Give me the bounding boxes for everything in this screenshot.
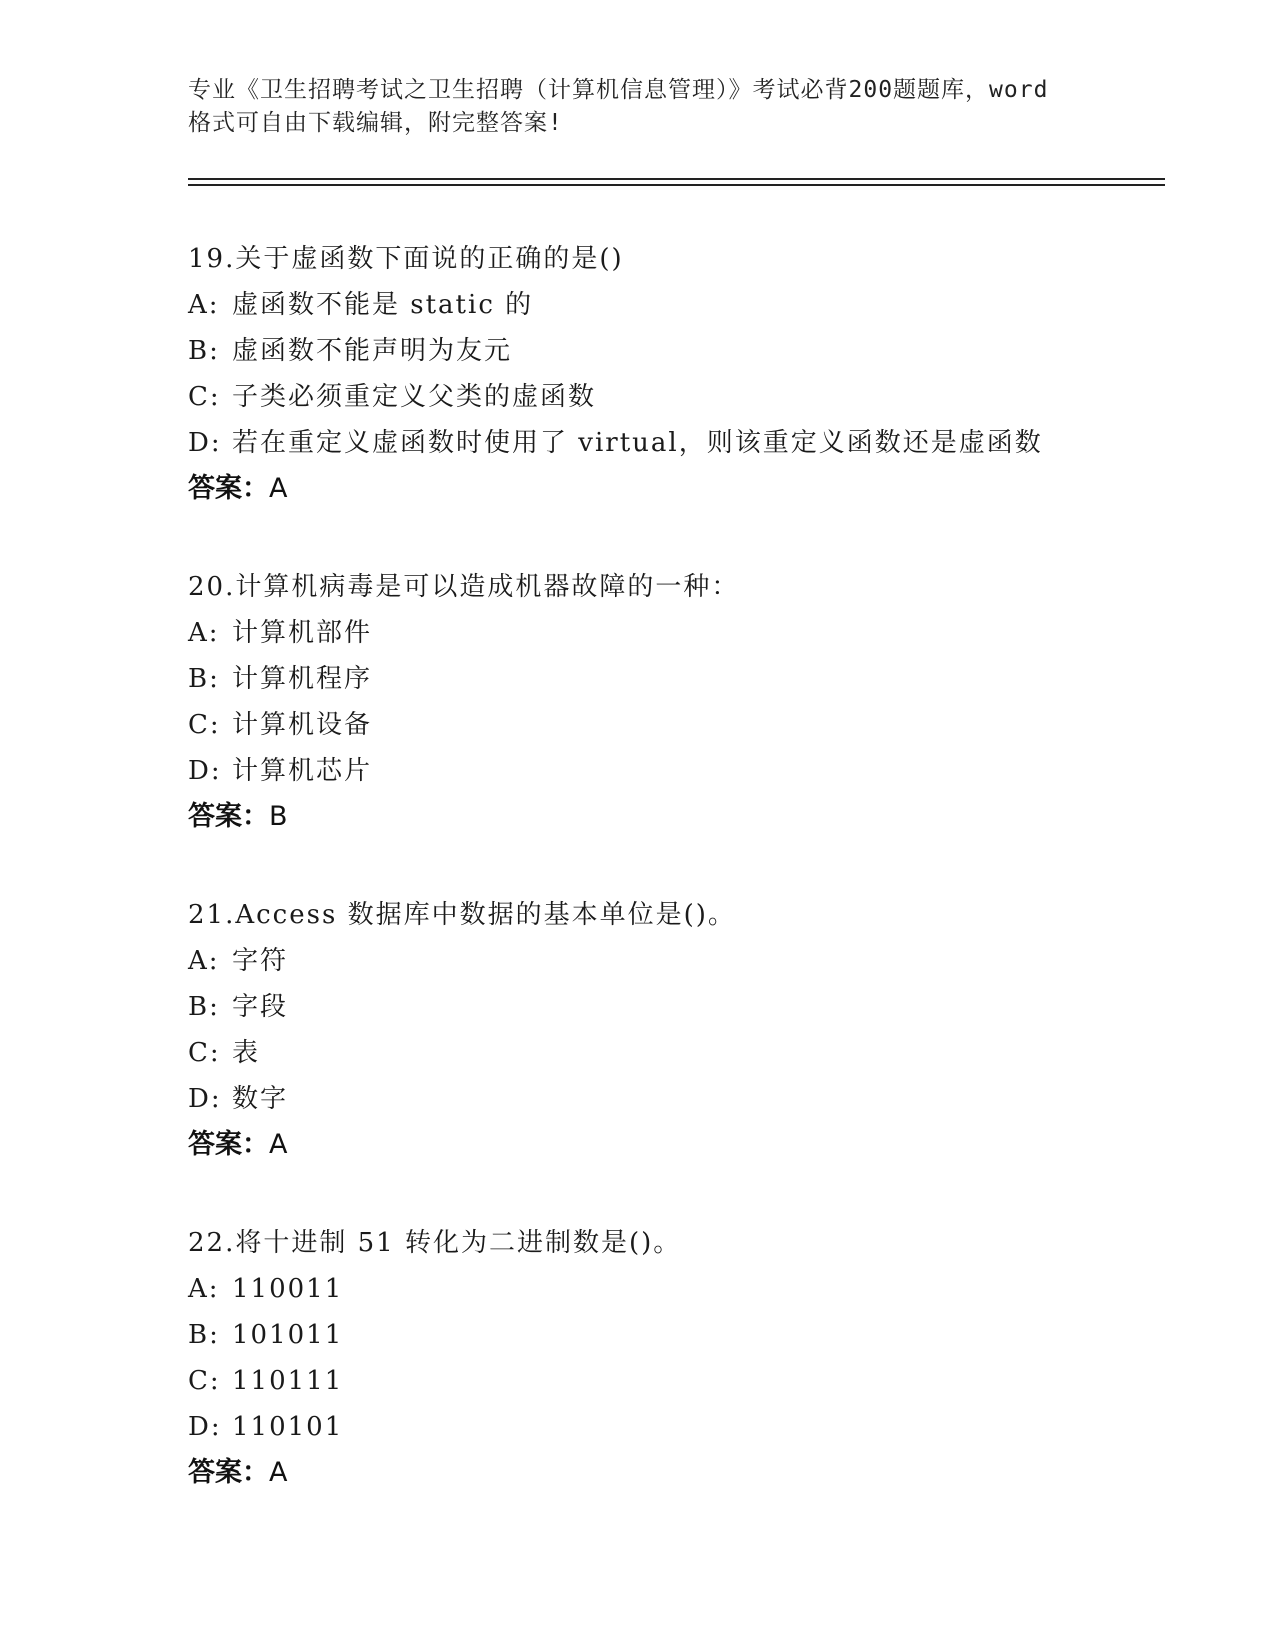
- option-d: [188, 748, 1168, 794]
- option-text: 字符: [232, 946, 289, 976]
- header-title-line-1: 专业《卫生招聘考试之卫生招聘（计算机信息管理）》考试必背200题题库，word: [188, 77, 1049, 103]
- question-stem: 22.将十进制 51 转化为二进制数是()。: [188, 1228, 682, 1258]
- question-stem: 19.关于虚函数下面说的正确的是(): [188, 244, 624, 274]
- option-key: A:: [188, 1274, 220, 1304]
- question-21: [188, 892, 1168, 1168]
- option-text: 表: [232, 1038, 261, 1068]
- header-divider-top: [188, 178, 1165, 180]
- option-key: B:: [188, 992, 220, 1022]
- option-c: [188, 374, 1168, 420]
- option-key: D:: [188, 756, 222, 786]
- question-stem: 20.计算机病毒是可以造成机器故障的一种：: [188, 572, 740, 602]
- option-c: [188, 702, 1168, 748]
- option-key: B:: [188, 336, 220, 366]
- answer-value: A: [269, 1129, 288, 1160]
- option-key: C:: [188, 1366, 221, 1396]
- document-header: [188, 74, 1088, 140]
- option-text: 虚函数不能声明为友元: [232, 336, 513, 366]
- option-key: A:: [188, 946, 220, 976]
- question-stem: 21.Access 数据库中数据的基本单位是()。: [188, 900, 736, 930]
- option-text: 计算机设备: [232, 710, 373, 740]
- option-a: [188, 1266, 1168, 1312]
- option-text: 子类必须重定义父类的虚函数: [232, 382, 597, 412]
- option-key: D:: [188, 1084, 222, 1114]
- option-text: 若在重定义虚函数时使用了 virtual，则该重定义函数还是虚函数: [232, 428, 1043, 458]
- option-a: [188, 938, 1168, 984]
- option-key: D:: [188, 1412, 222, 1442]
- question-22: [188, 1220, 1168, 1496]
- option-text: 110101: [232, 1412, 344, 1442]
- question-list: [188, 236, 1168, 1548]
- option-c: [188, 1358, 1168, 1404]
- answer-label: 答案：: [188, 1129, 269, 1160]
- option-text: 数字: [232, 1084, 289, 1114]
- option-text: 101011: [232, 1320, 344, 1350]
- option-c: [188, 1030, 1168, 1076]
- option-d: [188, 1404, 1168, 1450]
- option-text: 计算机芯片: [232, 756, 373, 786]
- answer-value: A: [269, 473, 288, 504]
- option-d: [188, 420, 1168, 466]
- answer-label: 答案：: [188, 1457, 269, 1488]
- option-key: A:: [188, 290, 220, 320]
- option-d: [188, 1076, 1168, 1122]
- option-a: [188, 282, 1168, 328]
- option-text: 110011: [232, 1274, 344, 1304]
- option-key: C:: [188, 1038, 221, 1068]
- option-key: B:: [188, 1320, 220, 1350]
- option-b: [188, 1312, 1168, 1358]
- option-b: [188, 328, 1168, 374]
- option-key: C:: [188, 710, 221, 740]
- question-20: [188, 564, 1168, 840]
- option-text: 110111: [232, 1366, 344, 1396]
- answer-line: [188, 1122, 1168, 1168]
- option-b: [188, 656, 1168, 702]
- answer-label: 答案：: [188, 473, 269, 504]
- header-divider-bottom: [188, 184, 1165, 186]
- option-text: 计算机部件: [232, 618, 373, 648]
- answer-line: [188, 466, 1168, 512]
- question-19: [188, 236, 1168, 512]
- answer-value: A: [269, 1457, 288, 1488]
- answer-label: 答案：: [188, 801, 269, 832]
- option-text: 虚函数不能是 static 的: [232, 290, 534, 320]
- option-b: [188, 984, 1168, 1030]
- answer-value: B: [269, 801, 288, 832]
- header-title-line-2: 格式可自由下载编辑，附完整答案!: [188, 110, 563, 136]
- option-key: B:: [188, 664, 220, 694]
- option-text: 计算机程序: [232, 664, 373, 694]
- option-a: [188, 610, 1168, 656]
- answer-line: [188, 1450, 1168, 1496]
- option-text: 字段: [232, 992, 289, 1022]
- answer-line: [188, 794, 1168, 840]
- option-key: C:: [188, 382, 221, 412]
- option-key: D:: [188, 428, 222, 458]
- option-key: A:: [188, 618, 220, 648]
